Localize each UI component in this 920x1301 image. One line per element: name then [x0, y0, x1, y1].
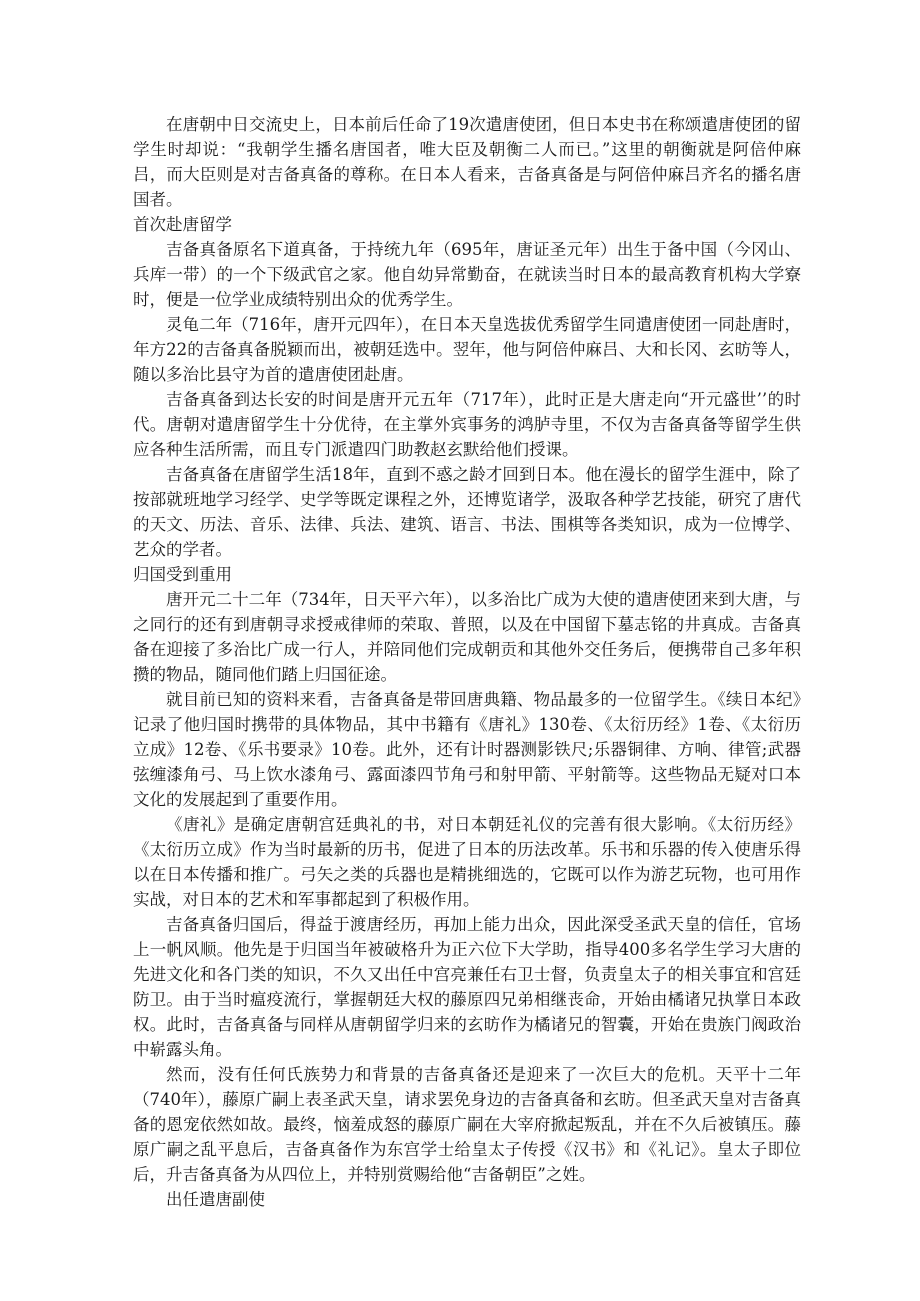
paragraph-arrival-changan: 吉备真备到达长安的时间是唐开元五年（717年），此时正是大唐走向“开元盛世’’的时代。唐朝对遣唐留学生十分优待，在主掌外宾事务的鸿胪寺里，不仅为吉备真备等留学生供应各种生活所需，而且专门派遣四门助教赵玄默给他们授课。: [133, 390, 801, 459]
paragraph-return-journey: 唐开元二十二年（734年，日天平六年），以多治比广成为大使的遣唐使团来到大唐，与之同行的还有到唐朝寻求授戒律师的荣取、普照，以及在中国留下墓志铭的井真成。吉备真备在迎接了多治比广成一行人，并陪同他们完成朝贡和其他外交任务后，便携带自己多年积攒的物品，随同他们踏上归国征途。: [133, 590, 801, 684]
paragraph-influence: 《唐礼》是确定唐朝宫廷典礼的书，对日本朝廷礼仪的完善有很大影响。《太衍历经》《太衍历立成》作为当时最新的历书，促进了日本的历法改革。乐书和乐器的传入使唐乐得以在日本传播和推广。弓矢之类的兵器也是精挑细选的，它既可以作为游艺玩物，也可用作实战，对日本的艺术和军事都起到了积极作用。: [133, 815, 801, 909]
paragraph-crisis: 然而，没有任何氏族势力和背景的吉备真备还是迎来了一次巨大的危机。天平十二年（740年），藤原广嗣上表圣武天皇，请求罢免身边的吉备真备和玄昉。但圣武天皇对吉备真备的恩宠依然如故。最终，恼羞成怒的藤原广嗣在大宰府掀起叛乱，并在不久后被镇压。藤原广嗣之乱平息后，吉备真备作为东宫学士给皇太子传授《汉书》和《礼记》。皇太子即位后，升吉备真备为从四位上，并特别赏赐给他“吉备朝臣”之姓。: [133, 1065, 801, 1184]
section-heading-return: 归国受到重用: [133, 565, 232, 584]
paragraph-selection: 灵龟二年（716年，唐开元四年），在日本天皇选拔优秀留学生同遣唐使团一同赴唐时，年方22的吉备真备脱颖而出，被朝廷选中。翌年，他与阿倍仲麻吕、大和长冈、玄昉等人，随以多治比县守为首的遣唐使团赴唐。: [133, 315, 801, 384]
document-page: [133, 112, 801, 1212]
paragraph-items-brought: 就目前已知的资料来看，吉备真备是带回唐典籍、物品最多的一位留学生。《续日本纪》记录了他归国时携带的具体物品，其中书籍有《唐礼》130卷、《太衍历经》1卷、《太衍历立成》12卷、《乐书要录》10卷。此外，还有计时器测影铁尺;乐器铜律、方响、律管;武器弦缠漆角弓、马上饮水漆角弓、露面漆四节角弓和射甲箭、平射箭等。这些物品无疑对口本文化的发展起到了重要作用。: [133, 690, 801, 809]
section-heading-first-study: 首次赴唐留学: [133, 215, 232, 234]
paragraph-intro: 在唐朝中日交流史上，日本前后任命了19次遣唐使团，但日本史书在称颂遣唐使团的留学生时却说：“我朝学生播名唐国者，唯大臣及朝衡二人而已。”这里的朝衡就是阿倍仲麻吕，而大臣则是对吉备真备的尊称。在日本人看来，吉备真备是与阿倍仲麻吕齐名的播名唐国者。: [133, 115, 801, 209]
paragraph-origin: 吉备真备原名下道真备，于持统九年（695年，唐证圣元年）出生于备中国（今冈山、兵库一带）的一个下级武官之家。他自幼异常勤奋，在就读当时日本的最高教育机构大学寮时，便是一位学业成绩特别出众的优秀学生。: [133, 240, 801, 309]
paragraph-study-years: 吉备真备在唐留学生活18年，直到不惑之龄才回到日本。他在漫长的留学生涯中，除了按部就班地学习经学、史学等既定课程之外，还博览诸学，汲取各种学艺技能，研究了唐代的天文、历法、音乐、法律、兵法、建筑、语言、书法、围棋等各类知识，成为一位博学、艺众的学者。: [133, 465, 801, 559]
section-heading-vice-envoy: 出任遣唐副使: [166, 1190, 265, 1209]
paragraph-career: 吉备真备归国后，得益于渡唐经历，再加上能力出众，因此深受圣武天皇的信任，官场上一帆风顺。他先是于归国当年被破格升为正六位下大学助，指导400多名学生学习大唐的先进文化和各门类的知识，不久又出任中宫亮兼任右卫士督，负责皇太子的相关事宜和宫廷防卫。由于当时瘟疫流行，掌握朝廷大权的藤原四兄弟相继丧命，开始由橘诸兄执掌日本政权。此时，吉备真备与同样从唐朝留学归来的玄昉作为橘诸兄的智囊，开始在贵族门阀政治中崭露头角。: [133, 915, 801, 1059]
